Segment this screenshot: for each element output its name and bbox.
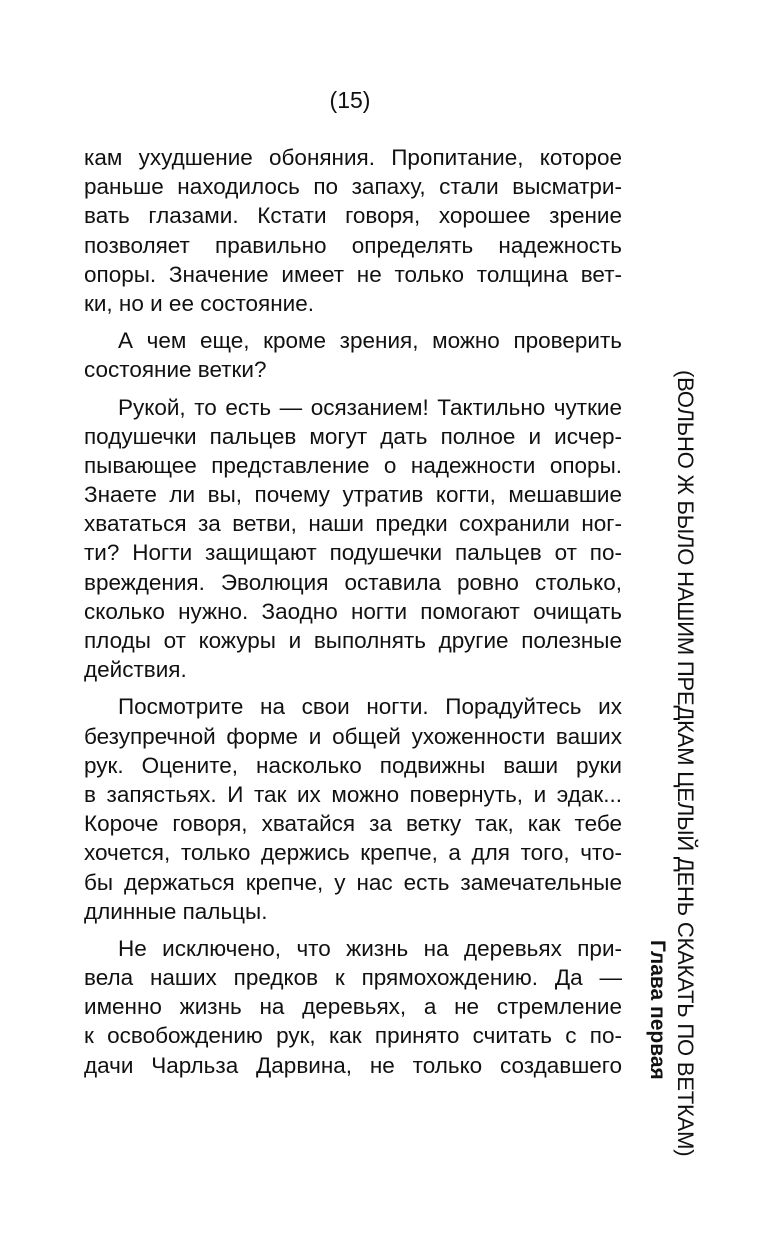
text-line: вать глазами. Кстати говоря, хорошее зрение [84,203,622,229]
text-line: Знаете ли вы, почему утратив когти, мешавшие [84,482,622,508]
text-line: Посмотрите на свои ногти. Порадуйтесь их [118,694,622,720]
text-line: Рукой, то есть — осязанием! Тактильно чуткие [118,394,622,420]
body-text [84,143,622,1088]
text-line: длинные пальцы. [84,898,268,924]
running-header-rotated [640,370,700,1157]
text-line: ти? Ногти защищают подушечки пальцев от по- [84,540,622,566]
text-line: пывающее представление о надежности опоры. [84,452,622,478]
text-line: опоры. Значение имеет не только толщина вет- [84,261,622,287]
text-line: в запястьях. И так их можно повернуть, и эдак... [84,781,622,807]
text-line: рук. Оцените, насколько подвижны ваши руки [84,752,622,778]
running-header-title: Глава первая [646,940,669,1080]
paragraph-2 [84,326,622,384]
text-line: состояние ветки? [84,357,267,383]
page-number: (15) [329,87,371,113]
text-line: вреждения. Эволюция оставила ровно столько, [84,569,622,595]
text-line: дачи Чарльза Дарвина, не только создавшего [84,1052,622,1078]
text-line: кам ухудшение обоняния. Пропитание, которое [84,145,622,170]
text-line: подушечки пальцев могут дать полное и исчер- [84,423,622,449]
text-line: ки, но и ее состояние. [84,290,314,316]
text-line: действия. [84,657,187,683]
text-line: к освобождению рук, как принято считать с по- [84,1023,622,1049]
text-line: А чем еще, кроме зрения, можно проверить [118,328,622,354]
text-line: сколько нужно. Заодно ногти помогают очищать [84,598,622,624]
text-line: безупречной форме и общей ухоженности ваших [84,723,622,749]
text-line: позволяет правильно определять надежность [84,232,622,258]
text-line: именно жизнь на деревьях, а не стремление [84,994,622,1020]
text-line: вела наших предков к прямохождению. Да — [84,965,622,991]
running-header-subtitle: (ВОЛЬНО Ж БЫЛО НАШИМ ПРЕДКАМ ЦЕЛЫЙ ДЕНЬ СКАКАТЬ ПО ВЕТКАМ) [673,370,698,1157]
text-line: Короче говоря, хватайся за ветку так, как тебе [84,811,622,837]
text-line: Не исключено, что жизнь на деревьях при- [118,935,622,961]
text-line: хочется, только держись крепче, а для того, что- [84,840,622,866]
text-line: раньше находилось по запаху, стали высматри- [84,174,622,200]
paragraph-3 [84,393,622,685]
paragraph-1 [84,143,622,318]
paragraph-4 [84,692,622,926]
text-line: бы держаться крепче, у нас есть замечательные [84,869,622,895]
paragraph-5 [84,934,622,1080]
text-line: плоды от кожуры и выполнять другие полезные [84,628,622,653]
running-header [640,370,700,1157]
text-line: хвататься за ветви, наши предки сохранили ног- [84,511,622,537]
